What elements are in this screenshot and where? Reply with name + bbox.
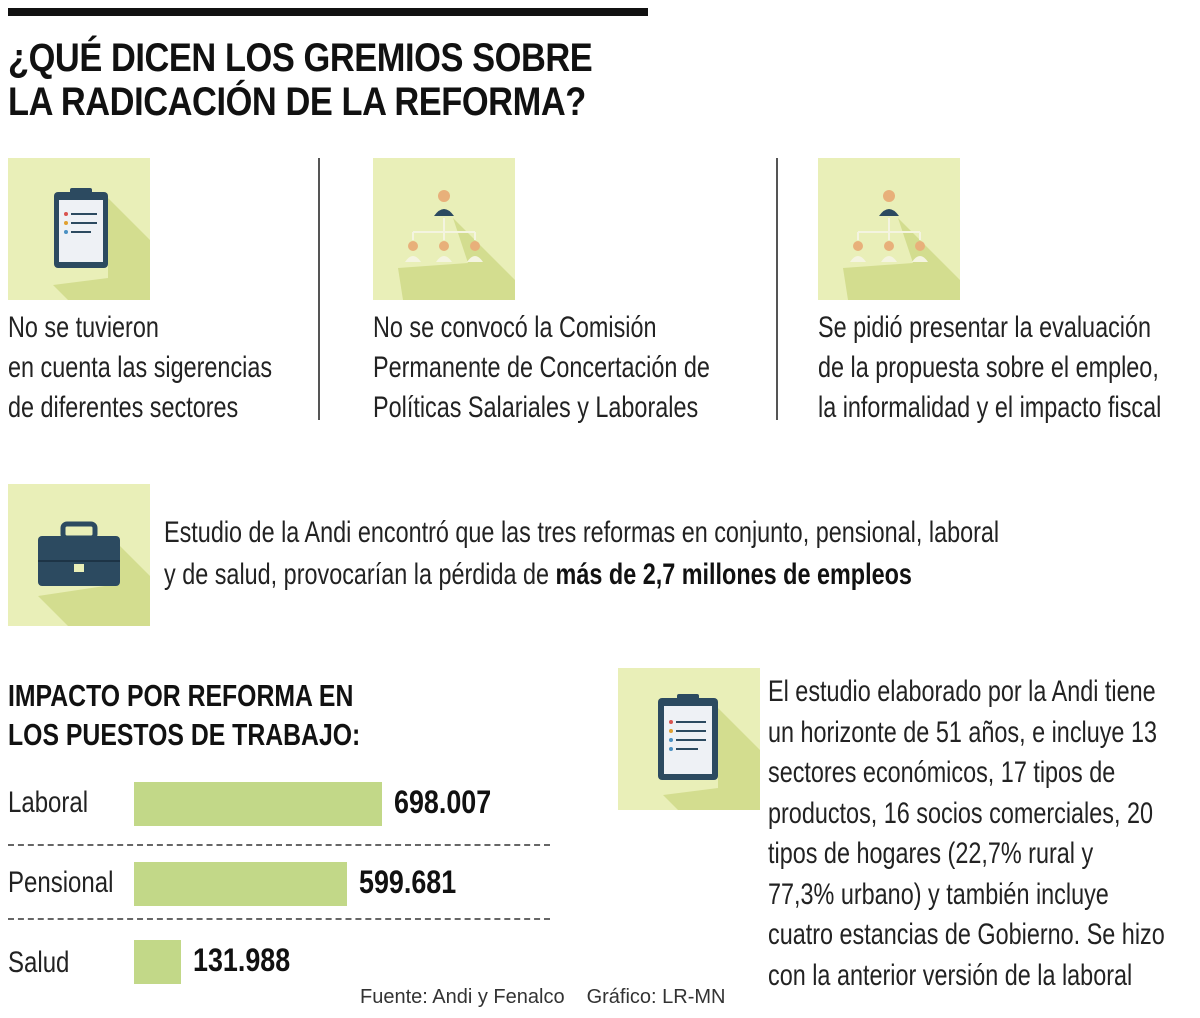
- column-2-line-2: Permanente de Concertación de: [373, 351, 710, 384]
- bar-laboral: [134, 782, 382, 826]
- bar-value-pensional: 599.681: [359, 864, 457, 900]
- column-2-text: [373, 308, 710, 428]
- row-divider: [8, 918, 550, 920]
- chart-title-line-2: LOS PUESTOS DE TRABAJO:: [8, 717, 361, 752]
- study-line: sectores económicos, 17 tipos de: [768, 756, 1116, 789]
- study-line: productos, 16 socios comerciales, 20: [768, 796, 1154, 830]
- column-divider-2: [776, 158, 778, 420]
- row-divider: [8, 844, 550, 846]
- study-line: un horizonte de 51 años, e incluye 13: [768, 715, 1157, 749]
- org-chart-icon: [818, 158, 960, 300]
- title-line-2: LA RADICACIÓN DE LA REFORMA?: [8, 80, 586, 124]
- column-3-line-1: Se pidió presentar la evaluación: [818, 311, 1152, 344]
- study-line: cuatro estancias de Gobierno. Se hizo: [768, 918, 1165, 951]
- source-text: Fuente: Andi y Fenalco: [360, 986, 565, 1008]
- clipboard-icon: [8, 158, 150, 300]
- top-rule: [8, 8, 648, 16]
- bar-value-salud: 131.988: [193, 942, 291, 978]
- column-1-line-2: en cuenta las sigerencias: [8, 351, 273, 384]
- andi-highlight: más de 2,7 millones de empleos: [555, 558, 912, 591]
- column-2-line-1: No se convocó la Comisión: [373, 311, 657, 344]
- bar-label-pensional: Pensional: [8, 866, 114, 899]
- column-1-line-1: No se tuvieron: [8, 311, 159, 344]
- andi-line-1: Estudio de la Andi encontró que las tres reformas en conjunto, pensional, laboral: [164, 516, 1000, 549]
- org-chart-icon: [373, 158, 515, 300]
- briefcase-icon: [8, 484, 150, 626]
- column-divider-1: [318, 158, 320, 420]
- title-line-1: ¿QUÉ DICEN LOS GREMIOS SOBRE: [8, 36, 593, 80]
- column-2-line-3: Políticas Salariales y Laborales: [373, 391, 699, 424]
- study-line: El estudio elaborado por la Andi tiene: [768, 675, 1156, 708]
- graphic-credit: Gráfico: LR-MN: [586, 986, 726, 1008]
- bar-label-laboral: Laboral: [8, 786, 89, 819]
- chart-title: [8, 676, 360, 754]
- column-1-line-3: de diferentes sectores: [8, 391, 239, 424]
- column-1-text: [8, 308, 272, 428]
- andi-line-2-prefix: y de salud, provocarían la pérdida de: [164, 558, 556, 591]
- page-title: [8, 36, 610, 124]
- bar-value-laboral: 698.007: [394, 784, 492, 820]
- chart-title-line-1: IMPACTO POR REFORMA EN: [8, 678, 354, 713]
- column-3-text: [818, 308, 1161, 428]
- andi-line-2: [164, 554, 999, 596]
- study-description: [768, 672, 1165, 996]
- column-3-line-2: de la propuesta sobre el empleo,: [818, 351, 1159, 384]
- study-line: con la anterior versión de la laboral: [768, 958, 1133, 992]
- bar-label-salud: Salud: [8, 946, 70, 979]
- clipboard-icon: [618, 668, 760, 810]
- andi-study-text: [164, 512, 999, 596]
- study-line: 77,3% urbano) y también incluye: [768, 877, 1109, 911]
- bar-salud: [134, 940, 181, 984]
- bar-pensional: [134, 862, 347, 906]
- column-3-line-3: la informalidad y el impacto fiscal: [818, 391, 1162, 424]
- study-line: tipos de hogares (22,7% rural y: [768, 837, 1094, 870]
- source-credit: [360, 986, 725, 1009]
